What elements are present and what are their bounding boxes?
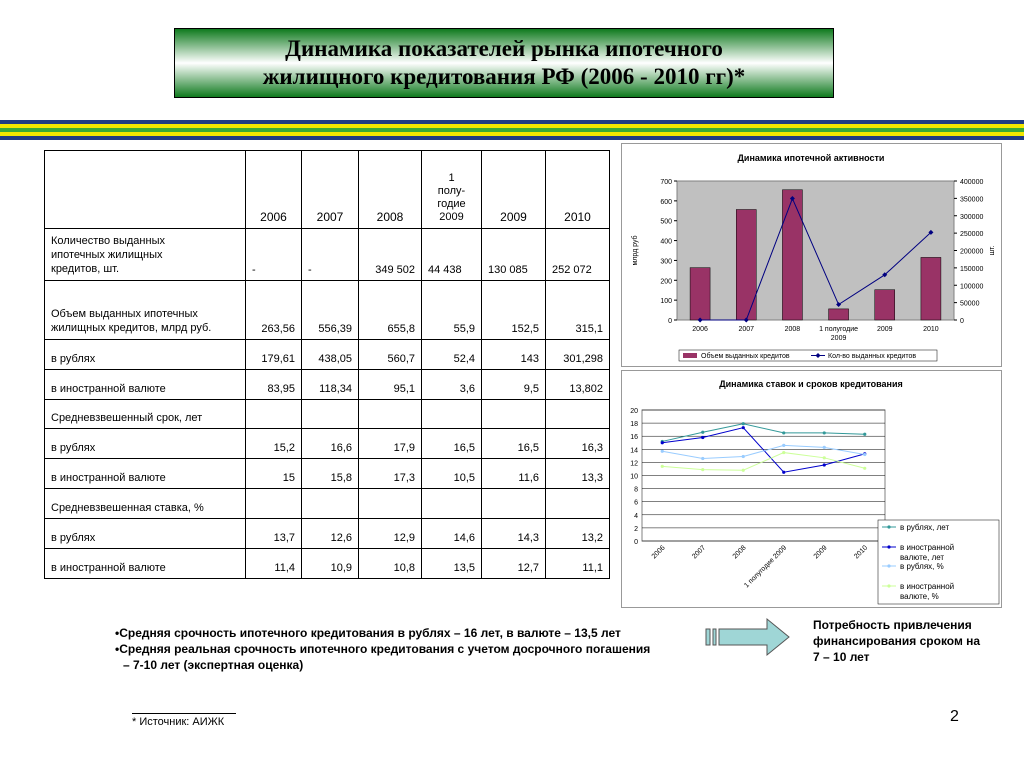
table-cell xyxy=(302,489,359,519)
row-label: в иностранной валюте xyxy=(45,370,246,400)
y-tick-label: 18 xyxy=(630,421,638,429)
table-cell: 13,2 xyxy=(546,519,610,549)
series-marker xyxy=(701,436,704,439)
y-tick-label: 600 xyxy=(660,198,672,206)
series-marker xyxy=(863,467,866,470)
table-cell: 16,5 xyxy=(482,429,546,459)
header-half-line4: 2009 xyxy=(439,211,464,223)
note-line2: финансирования сроком на xyxy=(813,634,981,648)
y-tick-label: 0 xyxy=(668,318,672,325)
header-2008: 2008 xyxy=(359,151,422,229)
y-tick-label: 2 xyxy=(634,525,638,533)
header-2007: 2007 xyxy=(302,151,359,229)
right-arrow-icon xyxy=(705,616,791,658)
row-label: Средневзвешенный срок, лет xyxy=(45,400,246,429)
y-tick-label: 200 xyxy=(660,278,672,286)
row-label: в иностранной валюте xyxy=(45,549,246,579)
x-tick-label: 2009 xyxy=(830,335,847,342)
y2-tick-label: 150000 xyxy=(960,265,984,273)
table-row xyxy=(45,400,610,429)
row-label: в иностранной валюте xyxy=(45,459,246,489)
table-cell: 349 502 xyxy=(359,229,422,281)
title-box xyxy=(174,28,834,98)
table-cell: 13,7 xyxy=(246,519,302,549)
summary-bullets xyxy=(115,625,715,673)
y-tick-label: 10 xyxy=(630,473,638,481)
table-row xyxy=(45,519,610,549)
y2-tick-label: 350000 xyxy=(960,196,984,204)
y-tick-label: 400 xyxy=(660,238,672,246)
table-cell: 55,9 xyxy=(422,281,482,340)
y-axis-label: млрд руб xyxy=(632,235,639,266)
bar xyxy=(690,268,710,320)
table-row xyxy=(45,459,610,489)
series-marker xyxy=(742,426,745,429)
decorative-stripes xyxy=(0,120,1024,140)
table-cell xyxy=(246,400,302,429)
table-cell: 11,4 xyxy=(246,549,302,579)
header-2010: 2010 xyxy=(546,151,610,229)
x-tick-label: 2010 xyxy=(923,326,939,333)
note-line1: Потребность привлечения xyxy=(813,618,972,632)
y2-tick-label: 0 xyxy=(960,318,964,325)
x-tick-label: 2006 xyxy=(692,326,708,333)
legend-marker xyxy=(887,584,890,587)
table-cell xyxy=(482,400,546,429)
bar xyxy=(736,210,756,320)
series-marker xyxy=(863,453,866,456)
series-marker xyxy=(782,431,785,434)
y-tick-label: 6 xyxy=(634,499,638,507)
bar xyxy=(875,290,895,320)
chart-title: Динамика ставок и сроков кредитования xyxy=(719,379,903,389)
header-2006: 2006 xyxy=(246,151,302,229)
row-label: в рублях xyxy=(45,519,246,549)
financing-need-note xyxy=(813,617,1013,665)
y-tick-label: 300 xyxy=(660,258,672,266)
header-half-line1: 1 xyxy=(448,172,455,184)
rates-terms-chart xyxy=(622,371,1001,607)
note-line3: 7 – 10 лет xyxy=(813,650,870,664)
table-cell: 16,5 xyxy=(422,429,482,459)
row-label-line: кредитов, шт. xyxy=(51,263,120,275)
y2-tick-label: 50000 xyxy=(960,300,980,308)
page-title-line2: жилищного кредитования РФ (2006 - 2010 гг)* xyxy=(262,64,746,89)
y2-tick-label: 250000 xyxy=(960,231,984,239)
chart-title: Динамика ипотечной активности xyxy=(737,153,885,163)
table-cell xyxy=(422,400,482,429)
table-cell: 10,5 xyxy=(422,459,482,489)
bar xyxy=(921,257,941,320)
table-cell: 11,6 xyxy=(482,459,546,489)
y-tick-label: 4 xyxy=(634,512,638,520)
series-marker xyxy=(782,471,785,474)
table-cell: - xyxy=(246,229,302,281)
series-marker xyxy=(661,450,664,453)
table-cell: - xyxy=(302,229,359,281)
y2-axis-label: шт. xyxy=(989,245,996,256)
x-tick-label: 2006 xyxy=(650,544,667,561)
series-marker xyxy=(742,469,745,472)
table-cell: 301,298 xyxy=(546,340,610,370)
y-tick-label: 100 xyxy=(660,298,672,306)
mortgage-activity-chart-frame xyxy=(621,143,1002,367)
table-row xyxy=(45,281,610,340)
table-cell xyxy=(422,489,482,519)
x-tick-label: 2009 xyxy=(876,326,893,333)
bullet-2-continuation: – 7-10 лет (экспертная оценка) xyxy=(123,658,304,672)
rates-terms-chart-frame xyxy=(621,370,1002,608)
series-marker xyxy=(863,433,866,436)
table-cell: 12,6 xyxy=(302,519,359,549)
legend-marker xyxy=(887,525,890,528)
table-cell: 14,6 xyxy=(422,519,482,549)
legend-label: в иностранной xyxy=(900,582,955,591)
header-half-line2: полу- xyxy=(437,185,466,197)
legend-label: Кол-во выданных кредитов xyxy=(828,353,917,360)
table-cell: 16,3 xyxy=(546,429,610,459)
table-cell xyxy=(359,400,422,429)
table-row xyxy=(45,429,610,459)
table-cell: 15,2 xyxy=(246,429,302,459)
series-marker xyxy=(701,457,704,460)
table-cell xyxy=(546,400,610,429)
x-tick-label: 1 полугодие xyxy=(819,326,859,333)
table-cell: 12,9 xyxy=(359,519,422,549)
y-tick-label: 8 xyxy=(634,486,638,494)
legend-label: в рублях, % xyxy=(900,562,944,571)
y-tick-label: 20 xyxy=(630,408,638,415)
data-table xyxy=(44,150,610,579)
x-tick-label: 2007 xyxy=(691,544,708,561)
table-cell: 152,5 xyxy=(482,281,546,340)
row-label: в рублях xyxy=(45,429,246,459)
table-cell: 83,95 xyxy=(246,370,302,400)
table-cell: 10,9 xyxy=(302,549,359,579)
table-row xyxy=(45,340,610,370)
table-row xyxy=(45,549,610,579)
legend-marker xyxy=(887,545,890,548)
table-cell: 179,61 xyxy=(246,340,302,370)
table-cell: 12,7 xyxy=(482,549,546,579)
header-empty-cell xyxy=(45,151,246,229)
series-marker xyxy=(742,455,745,458)
row-label xyxy=(45,281,246,340)
legend-label: в рублях, лет xyxy=(900,523,950,532)
table-cell: 118,34 xyxy=(302,370,359,400)
x-tick-label: 2008 xyxy=(784,326,801,333)
table-cell: 11,1 xyxy=(546,549,610,579)
x-tick-label: 2010 xyxy=(853,544,870,561)
table-cell: 95,1 xyxy=(359,370,422,400)
bullet-1: •Средняя срочность ипотечного кредитования в рублях – 16 лет, в валюте – 13,5 лет xyxy=(115,626,621,640)
table-cell: 315,1 xyxy=(546,281,610,340)
table-cell xyxy=(482,489,546,519)
table-cell: 3,6 xyxy=(422,370,482,400)
table-cell: 143 xyxy=(482,340,546,370)
table-cell: 13,3 xyxy=(546,459,610,489)
y-tick-label: 16 xyxy=(630,434,638,442)
table-cell: 17,9 xyxy=(359,429,422,459)
y-tick-label: 12 xyxy=(630,460,638,468)
table-cell xyxy=(546,489,610,519)
table-cell: 13,5 xyxy=(422,549,482,579)
table-cell: 14,3 xyxy=(482,519,546,549)
table-cell xyxy=(359,489,422,519)
series-marker xyxy=(782,444,785,447)
header-2009: 2009 xyxy=(482,151,546,229)
y2-tick-label: 100000 xyxy=(960,283,984,291)
table-cell: 16,6 xyxy=(302,429,359,459)
series-marker xyxy=(661,465,664,468)
x-tick-label: 2007 xyxy=(738,326,755,333)
legend-label: валюте, % xyxy=(900,592,939,601)
y2-tick-label: 400000 xyxy=(960,179,984,186)
x-tick-label: 1 полугодие 2009 xyxy=(743,544,789,590)
y-tick-label: 700 xyxy=(660,179,672,186)
row-label xyxy=(45,229,246,281)
table-cell: 13,802 xyxy=(546,370,610,400)
table-row xyxy=(45,489,610,519)
row-label-line: Количество выданных xyxy=(51,235,165,247)
series-marker xyxy=(823,456,826,459)
table-cell: 44 438 xyxy=(422,229,482,281)
legend-label: валюте, лет xyxy=(900,553,945,562)
table-cell: 17,3 xyxy=(359,459,422,489)
header-half-2009 xyxy=(422,151,482,229)
table-cell xyxy=(302,400,359,429)
table-cell: 10,8 xyxy=(359,549,422,579)
header-half-line3: годие xyxy=(437,198,466,210)
x-tick-label: 2009 xyxy=(812,544,829,561)
table-row xyxy=(45,229,610,281)
series-marker xyxy=(701,468,704,471)
bar xyxy=(829,309,849,320)
table-cell: 655,8 xyxy=(359,281,422,340)
table-cell: 252 072 xyxy=(546,229,610,281)
legend-label: в иностранной xyxy=(900,543,955,552)
series-marker xyxy=(823,431,826,434)
y-tick-label: 500 xyxy=(660,218,672,226)
row-label-line: ипотечных жилищных xyxy=(51,249,163,261)
mortgage-activity-chart xyxy=(622,144,1001,366)
table-cell: 130 085 xyxy=(482,229,546,281)
row-label: Средневзвешенная ставка, % xyxy=(45,489,246,519)
y-tick-label: 0 xyxy=(634,539,638,546)
legend-marker xyxy=(887,564,890,567)
table-cell: 263,56 xyxy=(246,281,302,340)
row-label: в рублях xyxy=(45,340,246,370)
table-header-row xyxy=(45,151,610,229)
table-cell: 438,05 xyxy=(302,340,359,370)
series-marker xyxy=(823,463,826,466)
y2-tick-label: 300000 xyxy=(960,213,984,221)
x-tick-label: 2008 xyxy=(731,544,748,561)
y-tick-label: 14 xyxy=(630,447,638,455)
table-cell: 560,7 xyxy=(359,340,422,370)
series-marker xyxy=(701,431,704,434)
table-cell: 15,8 xyxy=(302,459,359,489)
table-cell: 556,39 xyxy=(302,281,359,340)
table-cell xyxy=(246,489,302,519)
source-footnote: * Источник: АИЖК xyxy=(132,713,236,728)
series-marker xyxy=(742,422,745,425)
row-label-line: Объем выданных ипотечных xyxy=(51,308,198,320)
legend-swatch-bar xyxy=(683,353,697,358)
page-number: 2 xyxy=(950,708,959,725)
table-cell: 15 xyxy=(246,459,302,489)
page-title-line1: Динамика показателей рынка ипотечного xyxy=(285,36,723,61)
table-cell: 52,4 xyxy=(422,340,482,370)
bullet-2: •Средняя реальная срочность ипотечного кредитования с учетом досрочного погашения xyxy=(115,642,651,656)
bar xyxy=(782,190,802,320)
y2-tick-label: 200000 xyxy=(960,248,984,256)
series-marker xyxy=(823,446,826,449)
table-cell: 9,5 xyxy=(482,370,546,400)
table-row xyxy=(45,370,610,400)
row-label-line: жилищных кредитов, млрд руб. xyxy=(51,322,212,334)
series-marker xyxy=(661,441,664,444)
legend-label: Объем выданных кредитов xyxy=(701,353,790,360)
series-marker xyxy=(782,451,785,454)
